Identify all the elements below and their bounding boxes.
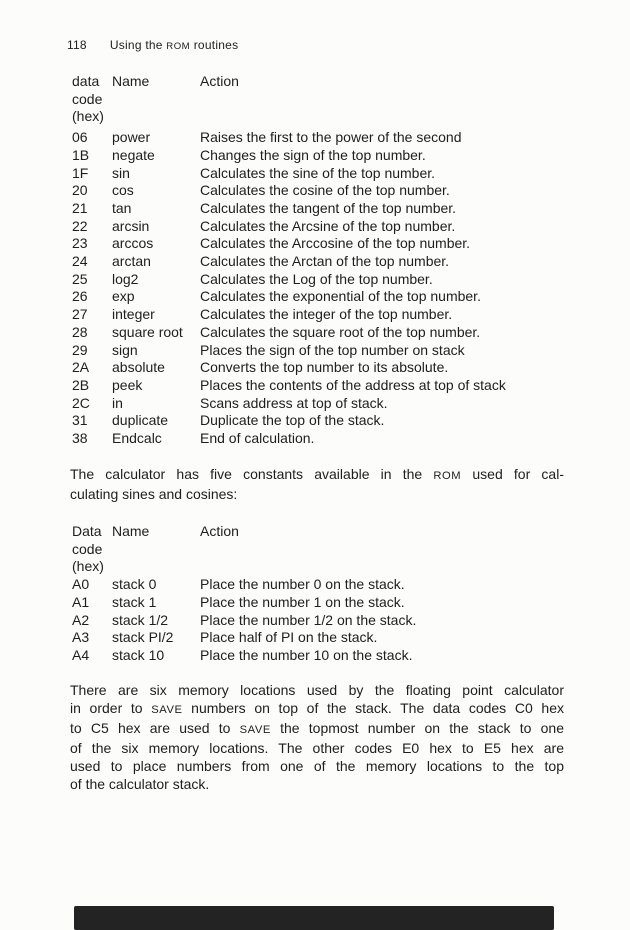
header-action-cell: Action: [200, 523, 239, 539]
action-cell: Duplicate the top of the stack.: [200, 412, 385, 429]
code-cell: 28: [72, 323, 88, 340]
code-cell: A0: [72, 576, 90, 593]
table-row: [72, 165, 568, 183]
action-cell: Changes the sign of the top number.: [200, 146, 426, 163]
table-header-row: [72, 73, 568, 91]
text-segment: The calculator has five constants available in the: [70, 466, 434, 482]
small-caps-text: ROM: [433, 470, 462, 482]
action-cell: Place half of PI on the stack.: [200, 629, 378, 646]
table-row: [72, 306, 568, 324]
table-row: [72, 200, 568, 218]
code-cell: 21: [72, 199, 88, 216]
name-cell: stack 1: [112, 593, 157, 610]
table-row: [72, 342, 568, 360]
small-caps-text: ROM: [166, 41, 191, 52]
code-cell: A2: [72, 611, 90, 628]
code-cell: 22: [72, 217, 88, 234]
code-cell: 38: [72, 430, 88, 447]
action-cell: Converts the top number to its absolute.: [200, 359, 449, 376]
action-cell: Scans address at top of stack.: [200, 394, 388, 411]
code-cell: 29: [72, 341, 88, 358]
constants-intro-paragraph: [70, 466, 564, 504]
table-row: [72, 271, 568, 289]
code-cell: 23: [72, 235, 88, 252]
constants-table: [72, 523, 568, 665]
action-cell: Calculates the tangent of the top number.: [200, 199, 457, 216]
code-cell: 1B: [72, 146, 90, 163]
table-row: [72, 430, 568, 448]
action-cell: Raises the first to the power of the second: [200, 129, 462, 146]
name-cell: stack 0: [112, 576, 157, 593]
code-cell: 25: [72, 270, 88, 287]
action-cell: Calculates the integer of the top number.: [200, 306, 453, 323]
text-segment: used to place numbers from one of the memory locations to the top: [70, 757, 564, 774]
code-cell: A3: [72, 629, 90, 646]
name-cell: Endcalc: [112, 430, 162, 447]
table-header-row: [72, 558, 568, 576]
paragraph-line: [70, 720, 564, 740]
code-cell: 26: [72, 288, 88, 305]
name-cell: duplicate: [112, 412, 169, 429]
header-code-cell: data: [72, 73, 100, 89]
table-rows: [72, 129, 568, 448]
header-name-cell: Name: [112, 523, 150, 539]
table-row: [72, 147, 568, 165]
scan-edge-bar: [74, 906, 554, 930]
header-name-cell: Name: [112, 73, 150, 89]
code-cell: 1F: [72, 164, 89, 181]
header-action-cell: [200, 558, 568, 576]
name-cell: integer: [112, 306, 155, 323]
text-segment: in order to: [70, 699, 152, 716]
action-cell: End of calculation.: [200, 430, 315, 447]
table-header-row: [72, 108, 568, 126]
paragraph-line: [70, 758, 564, 776]
code-cell: 31: [72, 412, 88, 429]
table-row: [72, 218, 568, 236]
action-cell: Calculates the sine of the top number.: [200, 164, 436, 181]
header-code-cell: (hex): [72, 108, 104, 125]
code-cell: A4: [72, 646, 90, 663]
text-segment: There are six memory locations used by the floating point calculator: [70, 682, 564, 698]
header-name-cell: [112, 91, 200, 109]
action-cell: Calculates the exponential of the top number.: [200, 288, 481, 305]
name-cell: arcsin: [112, 217, 150, 234]
name-cell: log2: [112, 270, 139, 287]
table-rows: [72, 576, 568, 665]
table-header-row: [72, 541, 568, 559]
small-caps-text: SAVE: [239, 723, 271, 736]
memory-locations-paragraph: [70, 682, 564, 793]
table-row: [72, 253, 568, 271]
header-action-cell: Action: [200, 73, 239, 89]
text-segment: of the calculator stack.: [70, 775, 210, 792]
paragraph-line: [70, 776, 564, 794]
table-row: [72, 377, 568, 395]
header-name-cell: [112, 108, 200, 126]
code-cell: 24: [72, 253, 88, 270]
text-segment: Using the: [109, 38, 167, 52]
action-cell: Calculates the Log of the top number.: [200, 270, 433, 287]
header-name-cell: [112, 541, 200, 559]
action-cell: Place the number 10 on the stack.: [200, 646, 413, 663]
table-row: [72, 235, 568, 253]
table-row: [72, 395, 568, 413]
name-cell: power: [112, 129, 151, 146]
table-row: [72, 647, 568, 665]
header-action-cell: [200, 108, 568, 126]
name-cell: sign: [112, 341, 138, 358]
name-cell: absolute: [112, 359, 165, 376]
table-row: [72, 629, 568, 647]
action-cell: Calculates the Arctan of the top number.: [200, 253, 450, 270]
code-cell: 2B: [72, 376, 90, 393]
name-cell: in: [112, 394, 123, 411]
header-action-cell: [200, 541, 568, 559]
text-segment: of the six memory locations. The other codes E0 hex to E5 hex are: [70, 739, 564, 756]
name-cell: arctan: [112, 253, 151, 270]
page-number: 118: [67, 38, 87, 52]
code-cell: 2C: [72, 394, 90, 411]
action-cell: Places the contents of the address at top of stack: [200, 376, 506, 393]
table-row: [72, 129, 568, 147]
name-cell: tan: [112, 199, 132, 216]
table-row: [72, 324, 568, 342]
name-cell: arccos: [112, 235, 154, 252]
header-code-cell: Data: [72, 523, 102, 539]
name-cell: cos: [112, 182, 134, 199]
rom-routines-table: [72, 73, 568, 448]
paragraph-line: [70, 700, 564, 720]
name-cell: stack 10: [112, 646, 165, 663]
paragraph-line: [70, 486, 564, 504]
table-row: [72, 576, 568, 594]
running-title: [110, 38, 238, 52]
action-cell: Calculates the square root of the top number.: [200, 323, 481, 340]
action-cell: Place the number 0 on the stack.: [200, 576, 405, 593]
table-row: [72, 288, 568, 306]
action-cell: Calculates the Arccosine of the top number.: [200, 235, 471, 252]
table-row: [72, 412, 568, 430]
name-cell: peek: [112, 376, 143, 393]
header-code-cell: code: [72, 90, 103, 107]
code-cell: 06: [72, 129, 88, 146]
text-segment: culating sines and cosines:: [70, 485, 238, 502]
paragraph-line: [70, 740, 564, 758]
text-segment: used for cal-: [461, 466, 564, 482]
action-cell: Place the number 1/2 on the stack.: [200, 611, 417, 628]
running-header: [67, 38, 238, 52]
table-header: [72, 73, 568, 126]
table-row: [72, 182, 568, 200]
table-header-row: [72, 91, 568, 109]
paragraph-line: [70, 682, 564, 700]
header-code-cell: (hex): [72, 558, 104, 575]
name-cell: exp: [112, 288, 135, 305]
header-code-cell: code: [72, 540, 103, 557]
table-row: [72, 359, 568, 377]
table-row: [72, 594, 568, 612]
name-cell: square root: [112, 323, 183, 340]
text-segment: numbers on top of the stack. The data codes C0 hex: [182, 699, 564, 716]
header-action-cell: [200, 91, 568, 109]
action-cell: Calculates the cosine of the top number.: [200, 182, 450, 199]
action-cell: Place the number 1 on the stack.: [200, 593, 405, 610]
name-cell: negate: [112, 146, 155, 163]
name-cell: stack PI/2: [112, 629, 174, 646]
header-name-cell: [112, 558, 200, 576]
code-cell: 20: [72, 182, 88, 199]
small-caps-text: SAVE: [151, 703, 183, 716]
text-segment: to C5 hex are used to: [70, 719, 240, 736]
paragraph-line: [70, 466, 564, 486]
code-cell: 27: [72, 306, 88, 323]
name-cell: stack 1/2: [112, 611, 169, 628]
table-row: [72, 612, 568, 630]
text-segment: routines: [190, 38, 239, 52]
name-cell: sin: [112, 164, 130, 181]
code-cell: 2A: [72, 359, 90, 376]
code-cell: A1: [72, 593, 90, 610]
action-cell: Calculates the Arcsine of the top number.: [200, 217, 456, 234]
text-segment: the topmost number on the stack to one: [270, 719, 564, 736]
action-cell: Places the sign of the top number on stack: [200, 341, 465, 358]
table-header-row: [72, 523, 568, 541]
table-header: [72, 523, 568, 576]
